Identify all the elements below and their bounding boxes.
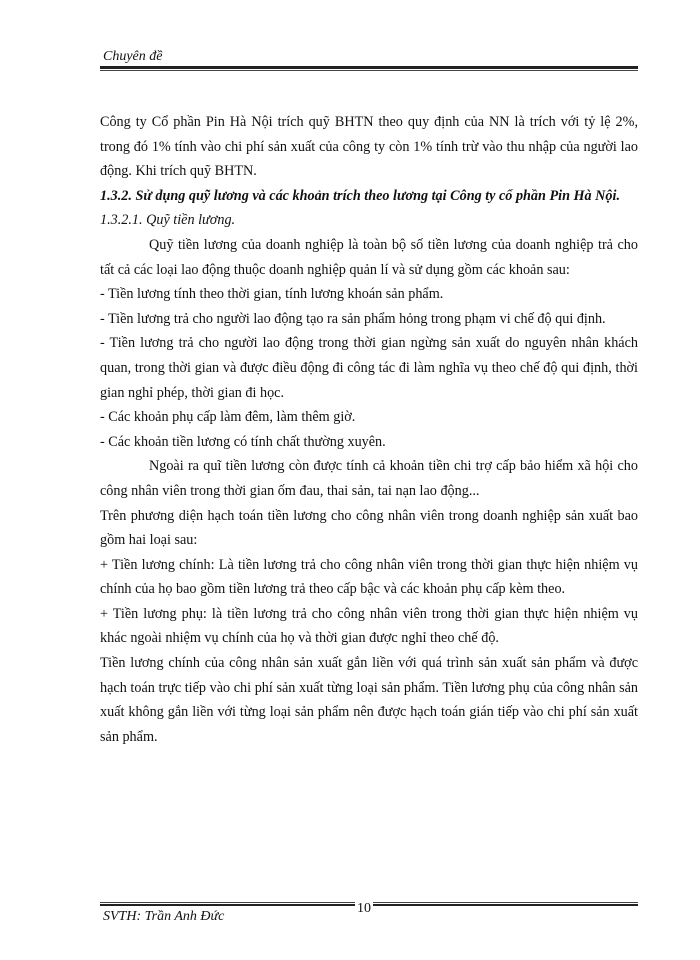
paragraph-direct-indirect: Tiền lương chính của công nhân sản xuất gắn liền với quá trình sản xuất sản phẩm và được hạch toán trực tiếp vào chi phí sản xuất từng loại sản phẩm. Tiền lương phụ của công nhân sản xuất không gắn liền với từng loại sản phẩm nên được hạch toán gián tiếp vào chi phí sản xuất sản phẩm. <box>100 655 638 745</box>
paragraph-accounting: Trên phương diện hạch toán tiền lương cho công nhân viên trong doanh nghiệp sản xuất bao gồm hai loại sau: <box>100 507 638 549</box>
paragraph-bhtn: Công ty Cổ phần Pin Hà Nội trích quỹ BHTN theo quy định của NN là trích với tỷ lệ 2%, trong đó 1% tính vào chi phí sản xuất của công ty còn 1% tính trừ vào thu nhập của người lao động. Khi trích quỹ BHTN. <box>100 114 638 180</box>
header-rule <box>100 66 638 69</box>
document-body <box>100 110 638 749</box>
header-rule-thin <box>100 70 638 71</box>
list-item: - Tiền lương tính theo thời gian, tính lương khoán sản phẩm. <box>100 286 444 303</box>
section-heading: 1.3.2. Sử dụng quỹ lương và các khoản trích theo lương tại Công ty cổ phần Pin Hà Nội. <box>100 187 621 204</box>
paragraph-salary-fund: Quỹ tiền lương của doanh nghiệp là toàn bộ số tiền lương của doanh nghiệp trả cho tất cả các loại lao động thuộc doanh nghiệp quản lí và sử dụng gồm các khoản sau: <box>100 236 638 278</box>
subsection-heading: 1.3.2.1. Quỹ tiền lương. <box>100 212 236 229</box>
paragraph-social-insurance: Ngoài ra quĩ tiền lương còn được tính cả khoản tiền chi trợ cấp bảo hiểm xã hội cho công nhân viên trong thời gian ốm đau, thai sản, tai nạn lao động... <box>100 458 638 499</box>
list-item: - Các khoản tiền lương có tính chất thường xuyên. <box>100 433 386 450</box>
page-number: 10 <box>357 901 371 916</box>
paragraph-main-salary: + Tiền lương chính: Là tiền lương trả cho công nhân viên trong thời gian thực hiện nhiệm vụ chính của họ bao gồm tiền lương trả theo cấp bậc và các khoản phụ cấp kèm theo. <box>100 556 638 598</box>
list-item: - Tiền lương trả cho người lao động tạo ra sản phẩm hỏng trong phạm vi chế độ qui định. <box>100 310 606 327</box>
footer-author: SVTH: Trần Anh Đức <box>103 909 225 924</box>
paragraph-extra-salary: + Tiền lương phụ: là tiền lương trả cho công nhân viên trong thời gian thực hiện nhiệm vụ khác ngoài nhiệm vụ chính của họ và thời gian được nghỉ theo chế độ. <box>100 605 638 647</box>
header-title: Chuyên đề <box>103 49 163 64</box>
list-item: - Tiền lương trả cho người lao động trong thời gian ngừng sản xuất do nguyên nhân khách quan, trong thời gian và được điều động đi công tác đi làm nghĩa vụ theo chế độ qui định, thời gian nghỉ phép, thời gian đi học. <box>100 335 638 401</box>
list-item: - Các khoản phụ cấp làm đêm, làm thêm giờ. <box>100 409 356 426</box>
